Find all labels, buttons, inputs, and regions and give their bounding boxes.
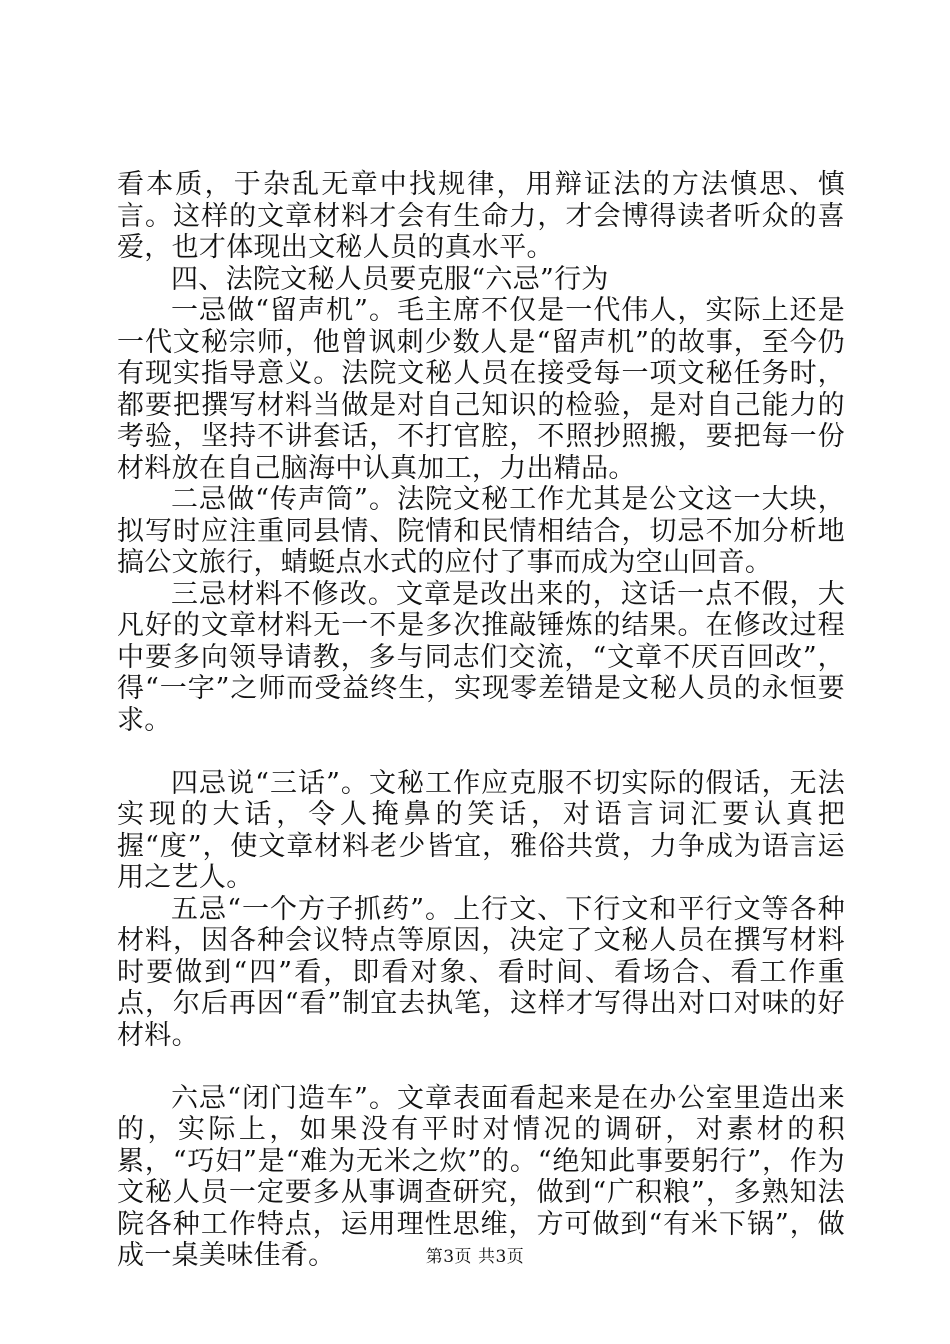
section-heading: 四、法院文秘人员要克服“六忌”行为 [171,263,609,295]
paragraph-item-2: 二忌做“传声筒”。法院文秘工作尤其是公文这一大块，拟写时应注重同县情、院情和民情相结合，切忌不加分析地搞公文旅行，蜻蜓点水式的应付了事而成为空山回音。 [117,484,845,578]
paragraph-item-5: 五忌“一个方子抓药”。上行文、下行文和平行文等各种材料，因各种会议特点等原因，决定了文秘人员在撰写材料时要做到“四”看，即看对象、看时间、看场合、看工作重点，尔后再因“看”制宜去执笔，这样才写得出对口对味的好材料。 [117,893,845,1051]
paragraph-item-1: 一忌做“留声机”。毛主席不仅是一代伟人，实际上还是一代文秘宗师，他曾讽刺少数人是“留声机”的故事，至今仍有现实指导意义。法院文秘人员在接受每一项文秘任务时，都要把撰写材料当做是对自己知识的检验，是对自己能力的考验，坚持不讲套话，不打官腔，不照抄照搬，要把每一份材料放在自己脑海中认真加工，力出精品。 [117,295,845,484]
document-body [117,169,845,1272]
paragraph-item-6: 六忌“闭门造车”。文章表面看起来是在办公室里造出来的，实际上，如果没有平时对情况的调研，对素材的积累，“巧妇”是“难为无米之炊”的。“绝知此事要躬行”，作为文秘人员一定要多从事调查研究，做到“广积粮”，多熟知法院各种工作特点，运用理性思维，方可做到“有米下锅”，做成一桌美味佳肴。 [117,1082,845,1271]
paragraph-continuation: 看本质，于杂乱无章中找规律，用辩证法的方法慎思、慎言。这样的文章材料才会有生命力，才会博得读者听众的喜爱，也才体现出文秘人员的真水平。 [117,169,845,263]
paragraph-item-4: 四忌说“三话”。文秘工作应克服不切实际的假话，无法实现的大话，令人掩鼻的笑话，对语言词汇要认真把握“度”，使文章材料老少皆宜，雅俗共赏，力争成为语言运用之艺人。 [117,767,845,893]
page-number-footer: 第3页 共3页 [425,1247,525,1267]
paragraph-item-3: 三忌材料不修改。文章是改出来的，这话一点不假，大凡好的文章材料无一不是多次推敲锤炼的结果。在修改过程中要多向领导请教，多与同志们交流，“文章不厌百回改”，得“一字”之师而受益终生，实现零差错是文秘人员的永恒要求。 [117,578,845,736]
